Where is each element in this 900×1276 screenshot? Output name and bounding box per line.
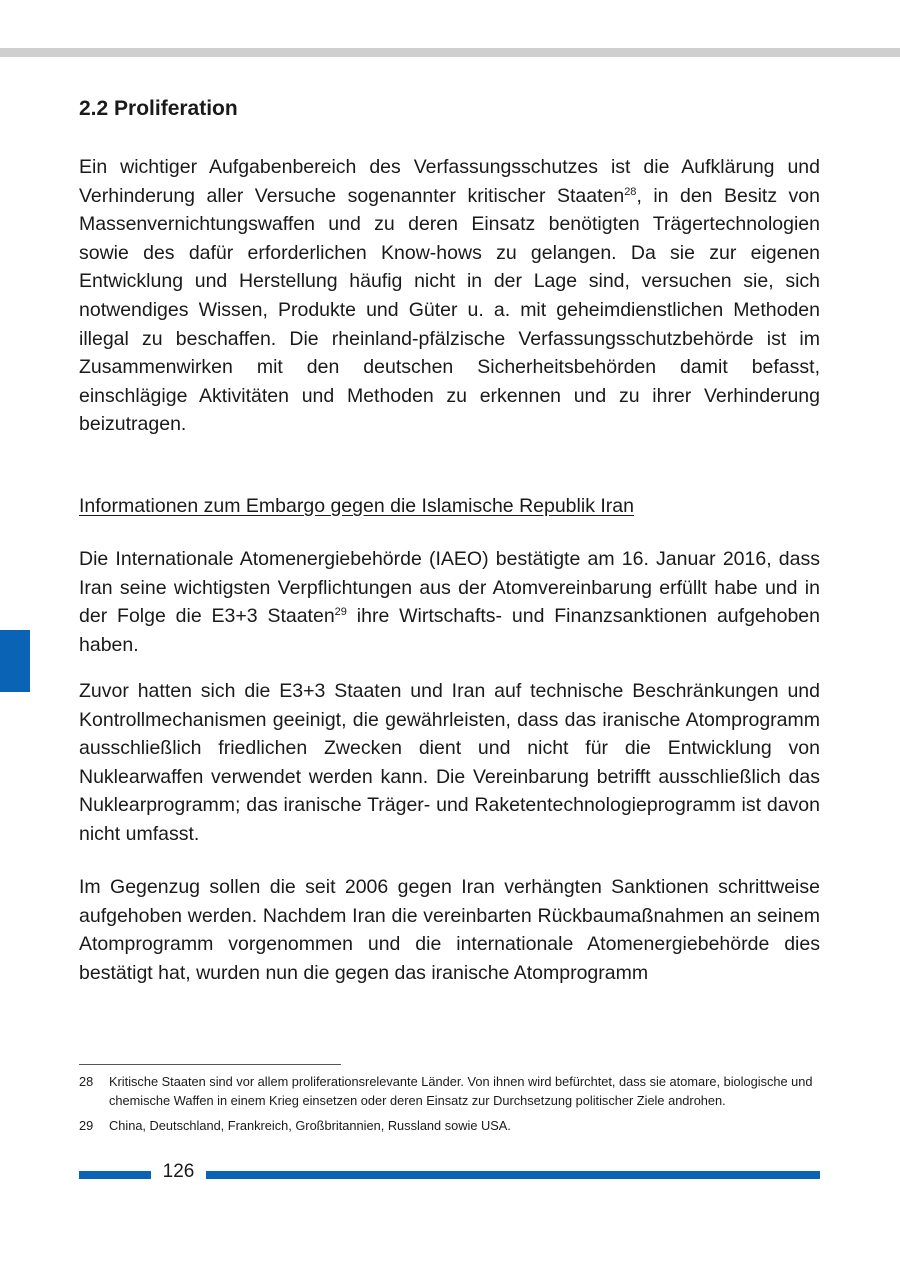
footnote-29 <box>79 1116 820 1135</box>
intro-text-end: , in den Besitz von Massenvernichtungswaffen und zu deren Einsatz benötigten Trägertechnologien sowie des dafür erforderlichen Know-hows zu gelangen. Da sie zur eigenen Entwicklung und Herstellung häufig nicht in der Lage sind, versuchen sie, sich notwendiges Wissen, Produkte und Güter u. a. mit geheimdienstlichen Methoden illegal zu beschaffen. Die rheinland-pfälzische Verfassungsschutzbehörde ist im Zusammenwirken mit den deutschen Sicherheitsbehörden damit befasst, einschlägige Aktivitäten und Methoden zu erkennen und zu ihrer Verhinderung beizutragen. <box>79 184 821 436</box>
paragraph-iaeo-block <box>79 545 820 659</box>
paragraph-iaeo-end: ihre Wirtschafts- und Finanzsanktionen aufgehoben haben. <box>79 605 820 656</box>
footnote-ref-28[interactable]: 28 <box>624 185 637 198</box>
footnote-number: 28 <box>79 1074 94 1089</box>
footnote-ref-29[interactable]: 29 <box>334 606 347 619</box>
paragraph-sanctions-block <box>79 873 820 987</box>
intro-paragraph <box>79 153 820 439</box>
section-heading: 2.2 Proliferation <box>79 97 238 120</box>
page-number-bar-right <box>206 1171 820 1179</box>
intro-text-start: Ein wichtiger Aufgabenbereich des Verfassungsschutzes ist die Aufklärung und Verhinderung aller Versuche sogenannter kritischer Staaten <box>79 156 820 207</box>
chapter-marker-tab <box>0 630 30 692</box>
page-number-bar-left <box>79 1171 151 1179</box>
footnote-number: 29 <box>79 1118 94 1133</box>
footnote-text: Kritische Staaten sind vor allem proliferationsrelevante Länder. Von ihnen wird befürchtet, dass sie atomare, biologische und chemische Waffen in einem Krieg einsetzen oder deren Einsatz zur Durchsetzung politischer Ziele androhen. <box>109 1074 813 1108</box>
paragraph-iaeo <box>79 545 820 659</box>
footnote-divider <box>79 1064 341 1065</box>
paragraph-restrictions: Zuvor hatten sich die E3+3 Staaten und Iran auf technische Beschränkungen und Kontrollmechanismen geeinigt, die gewährleisten, dass das iranische Atomprogramm ausschließlich friedlichen Zwecken dient und nicht für die Entwicklung von Nuklearwaffen verwendet werden kann. Die Vereinbarung betrifft ausschließlich das Nuklearprogramm; das iranische Träger- und Raketentechnologieprogramm ist davon nicht umfasst. <box>79 680 820 845</box>
paragraph-restrictions-block <box>79 677 820 849</box>
page-number: 126 <box>162 1161 195 1182</box>
paragraph-iaeo-start: Die Internationale Atomenergiebehörde (IAEO) bestätigte am 16. Januar 2016, dass Iran seine wichtigsten Verpflichtungen aus der Atomvereinbarung erfüllt habe und in der Folge die E3+3 Staaten <box>79 548 820 628</box>
paragraph-sanctions: Im Gegenzug sollen die seit 2006 gegen Iran verhängten Sanktionen schrittweise aufgehoben werden. Nachdem Iran die vereinbarten Rückbaumaßnahmen an seinem Atomprogramm vorgenommen und die internationale Atomenergiebehörde dies bestätigt hat, wurden nun die gegen das iranische Atomprogramm <box>79 876 820 984</box>
footnote-28 <box>79 1072 820 1110</box>
subsection-heading-block <box>79 492 820 520</box>
subsection-heading: Informationen zum Embargo gegen die Islamische Republik Iran <box>79 495 634 517</box>
intro-block <box>79 153 820 439</box>
footnote-text: China, Deutschland, Frankreich, Großbritannien, Russland sowie USA. <box>109 1118 511 1133</box>
section-heading-block <box>79 96 820 122</box>
top-divider-bar <box>0 48 900 57</box>
